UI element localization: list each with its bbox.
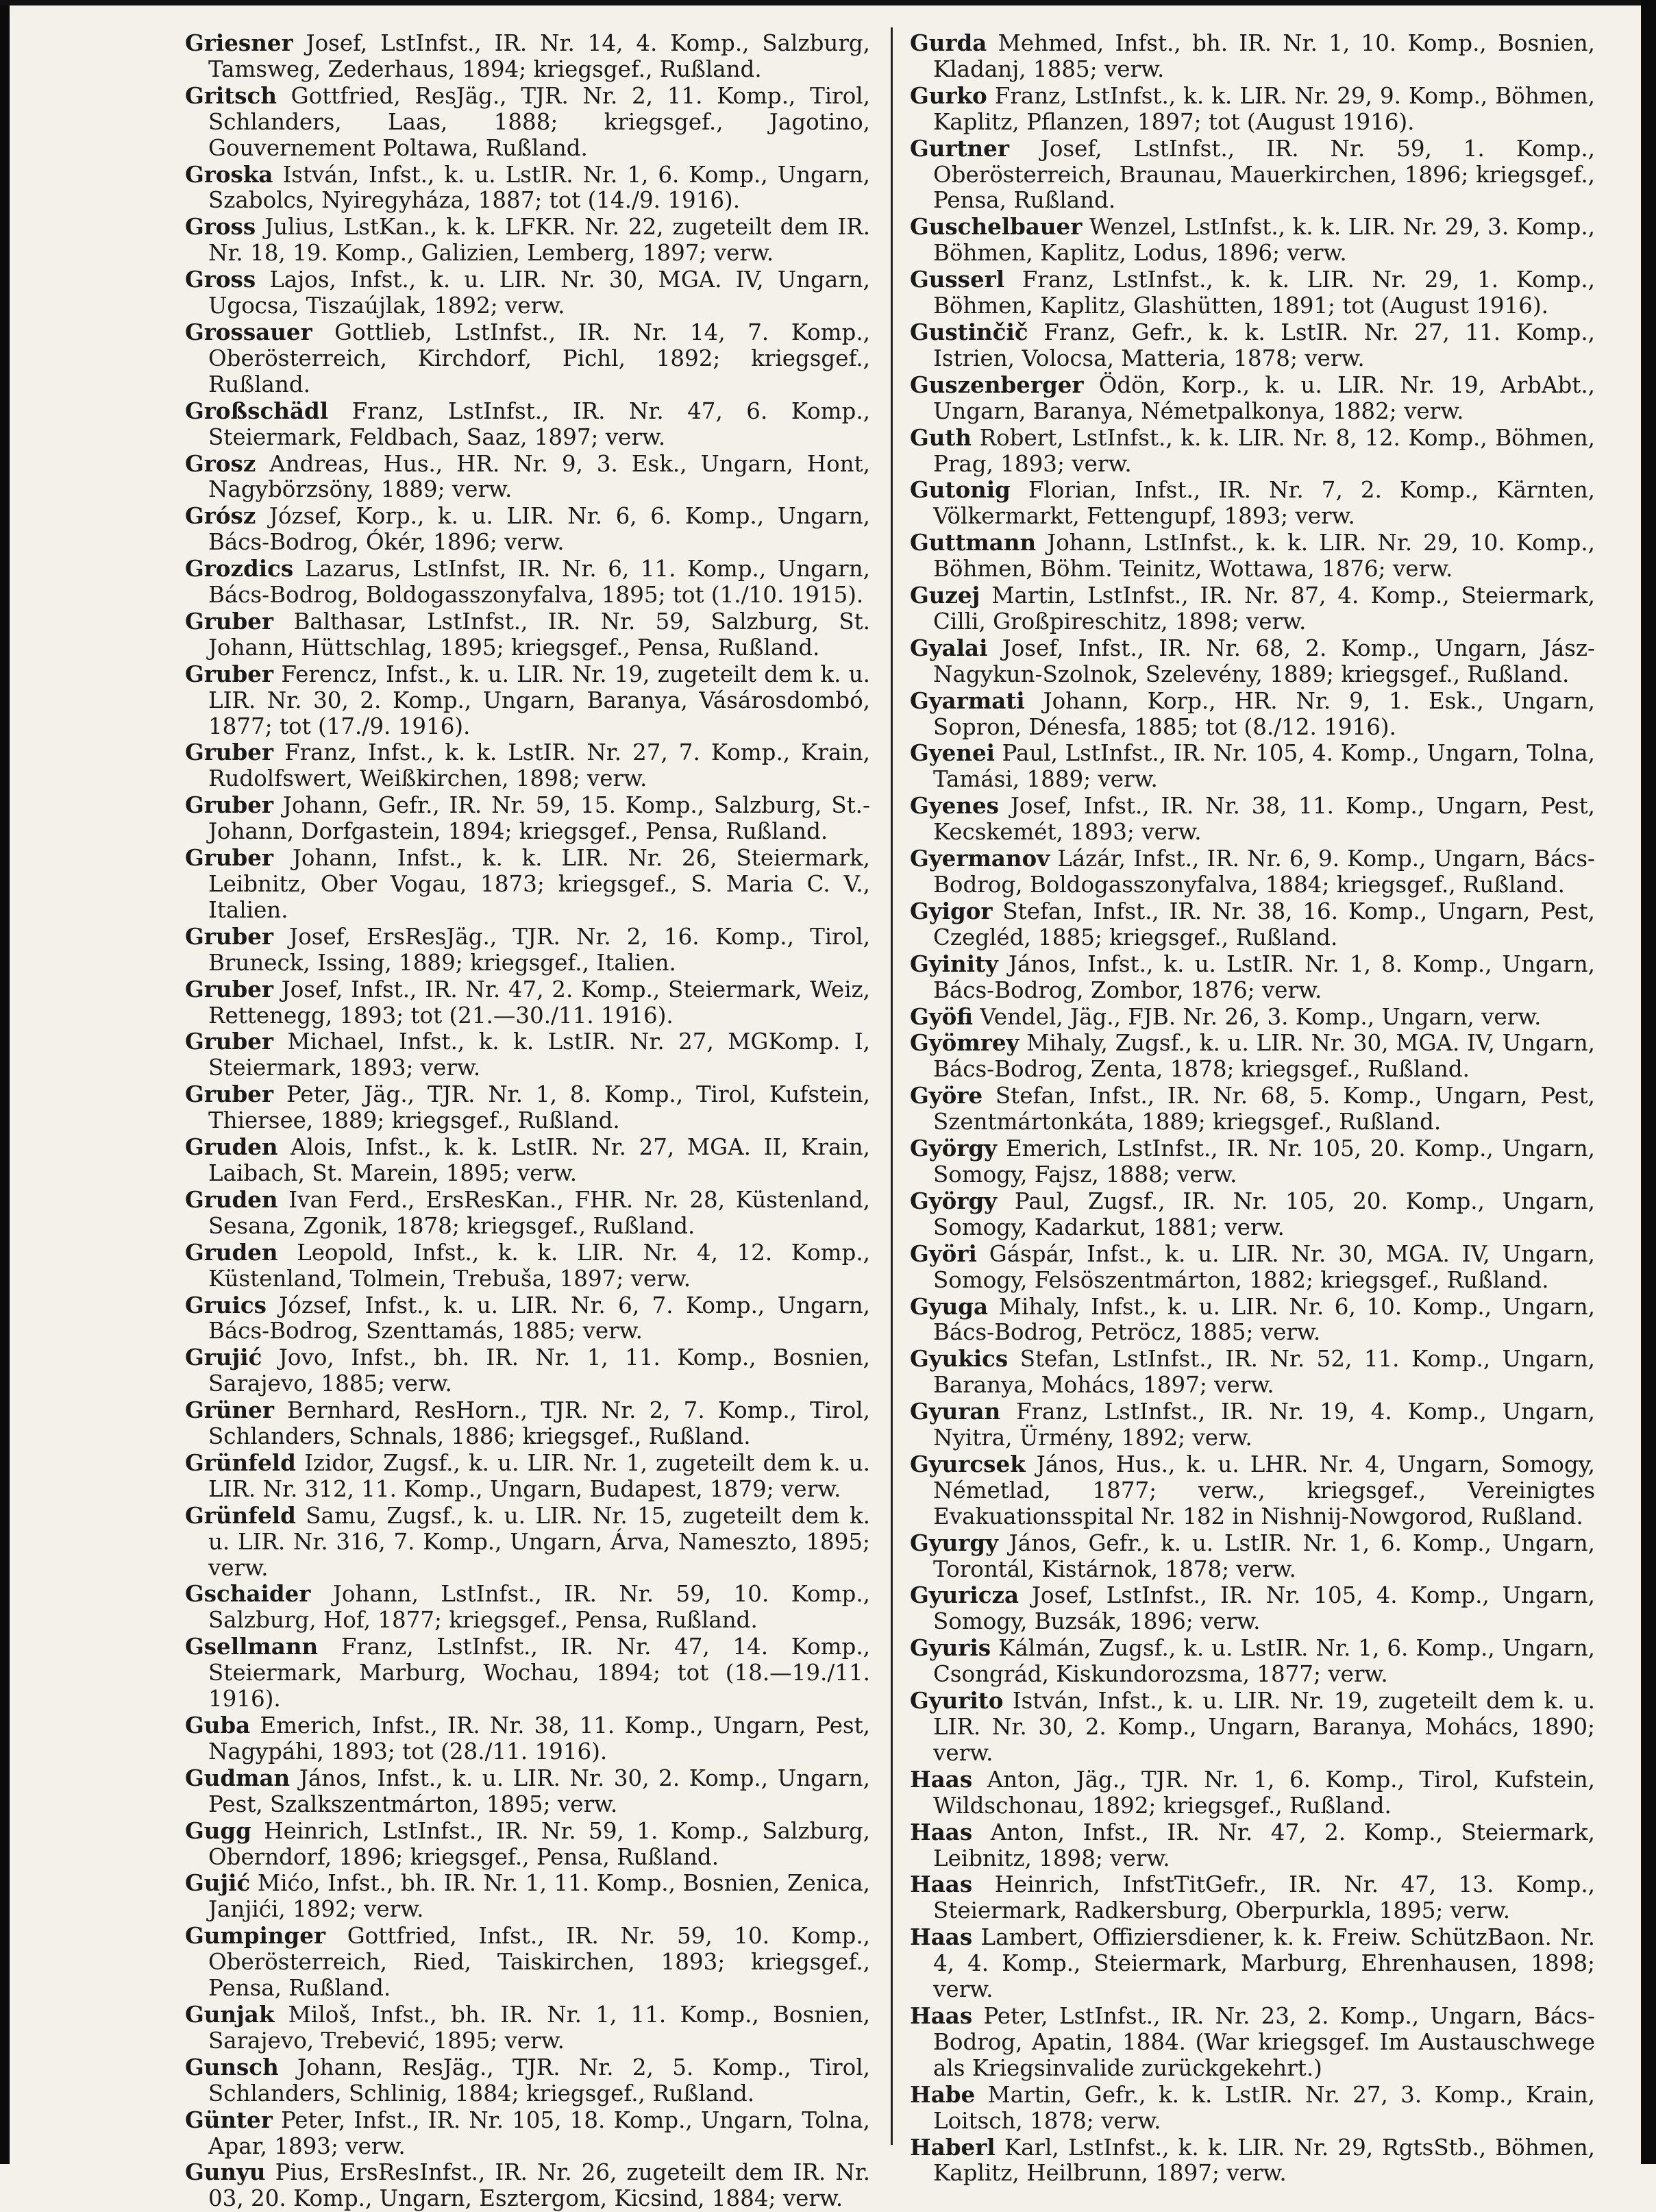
entry-details: Johann, Infst., k. k. LIR. Nr. 26, Steiermark, Leibnitz, Ober Vogau, 1873; kriegsgef., S. Maria C. V., Italien.: [208, 845, 870, 923]
entry-details: Josef, Infst., IR. Nr. 68, 2. Komp., Ungarn, Jász-Nagykun-Szolnok, Szelevény, 1889; kriegsgef., Rußland.: [933, 635, 1595, 687]
entry-surname: Gruber: [185, 975, 274, 1003]
entry-surname: Gujić: [185, 1869, 251, 1897]
entry-surname: Gyöfi: [910, 1003, 973, 1030]
entry-surname: Gyermanov: [910, 845, 1050, 872]
entry-surname: Groska: [185, 160, 273, 188]
entry-details: Josef, LstInfst., IR. Nr. 14, 4. Komp., Salzburg, Tamsweg, Zederhaus, 1894; kriegsgef., Rußland.: [208, 30, 870, 82]
register-entry: [910, 1767, 1595, 1819]
entry-surname: Gyenes: [910, 792, 999, 820]
entry-details: Franz, LstInfst., k. k. LIR. Nr. 29, 9. Komp., Böhmen, Kaplitz, Pflanzen, 1897; tot (August 1916).: [933, 82, 1595, 135]
entry-surname: Guschelbauer: [910, 213, 1083, 241]
entry-details: Martin, LstInfst., IR. Nr. 87, 4. Komp., Steiermark, Cilli, Großpireschitz, 1898; verw.: [933, 582, 1595, 635]
entry-surname: Gunsch: [185, 2053, 279, 2080]
entry-details: Paul, Zugsf., IR. Nr. 105, 20. Komp., Ungarn, Somogy, Kadarkut, 1881; verw.: [933, 1188, 1595, 1240]
entry-surname: Haas: [910, 1765, 973, 1793]
entry-surname: Grozdics: [185, 555, 294, 582]
register-entry: [185, 267, 870, 319]
register-entry: [910, 1346, 1595, 1399]
entry-details: Julius, LstKan., k. k. LFKR. Nr. 22, zugeteilt dem IR. Nr. 18, 19. Komp., Galizien, Lemberg, 1897; verw.: [208, 214, 870, 267]
entry-surname: Gurko: [910, 82, 987, 109]
register-entry: [910, 1083, 1595, 1135]
register-entry: [910, 2082, 1595, 2135]
entry-surname: Grünfeld: [185, 1501, 296, 1529]
entry-surname: Gunyu: [185, 2159, 266, 2186]
entry-details: Alois, Infst., k. k. LstIR. Nr. 27, MGA. II, Krain, Laibach, St. Marein, 1895; verw.: [208, 1134, 870, 1186]
register-entry: [185, 739, 870, 792]
entry-surname: Grüner: [185, 1397, 274, 1424]
register-entry: [185, 976, 870, 1029]
entry-surname: Gruden: [185, 1238, 278, 1266]
entry-surname: Guttmann: [910, 529, 1037, 556]
entry-surname: Gurtner: [910, 134, 1009, 162]
entry-details: Gottfried, ResJäg., TJR. Nr. 2, 11. Komp., Tirol, Schlanders, Laas, 1888; kriegsgef., Jagotino, Gouvernement Poltawa, Rußland.: [208, 82, 870, 161]
entry-surname: Gyuran: [910, 1398, 1001, 1425]
register-entry: [185, 162, 870, 214]
register-entry: [185, 1712, 870, 1765]
entry-details: Franz, LstInfst., IR. Nr. 47, 6. Komp., Steiermark, Feldbach, Saaz, 1897; verw.: [208, 397, 870, 450]
register-entry: [185, 845, 870, 924]
entry-details: Gottlieb, LstInfst., IR. Nr. 14, 7. Komp., Oberösterreich, Kirchdorf, Pichl, 1892; kriegsgef., Rußland.: [208, 319, 870, 397]
entry-surname: Gyenei: [910, 739, 995, 767]
left-column: [185, 30, 870, 2212]
entry-surname: Gyömrey: [910, 1029, 1019, 1057]
entry-details: Mihaly, Zugsf., k. u. LIR. Nr. 30, MGA. IV, Ungarn, Bács-Bodrog, Zenta, 1878; kriegsgef., Rußland.: [933, 1030, 1595, 1083]
entry-surname: Gyuricza: [910, 1582, 1019, 1609]
register-entry: [185, 30, 870, 83]
register-entry: [185, 2107, 870, 2160]
entry-surname: Haas: [910, 1818, 973, 1845]
register-entry: [910, 1241, 1595, 1294]
entry-surname: Gyalai: [910, 634, 988, 661]
register-entry: [910, 1399, 1595, 1451]
entry-details: István, Infst., k. u. LstIR. Nr. 1, 6. Komp., Ungarn, Szabolcs, Nyiregyháza, 1887; tot (14./9. 1916).: [208, 161, 870, 214]
entry-details: József, Korp., k. u. LIR. Nr. 6, 6. Komp., Ungarn, Bács-Bodrog, Ókér, 1896; verw.: [208, 503, 870, 556]
register-entry: [185, 792, 870, 845]
entry-surname: Gyinity: [910, 950, 998, 977]
entry-surname: Gruber: [185, 844, 274, 872]
entry-details: Franz, LstInfst., k. k. LIR. Nr. 29, 1. Komp., Böhmen, Kaplitz, Glashütten, 1891; tot (August 1916).: [933, 267, 1595, 319]
entry-details: Johann, ResJäg., TJR. Nr. 2, 5. Komp., Tirol, Schlanders, Schlinig, 1884; kriegsgef., Rußland.: [208, 2054, 870, 2106]
entry-details: Emerich, LstInfst., IR. Nr. 105, 20. Komp., Ungarn, Somogy, Fajsz, 1888; verw.: [933, 1135, 1595, 1188]
entry-surname: Gyurito: [910, 1687, 1004, 1715]
entry-details: Vendel, Jäg., FJB. Nr. 26, 3. Komp., Ungarn, verw.: [980, 1003, 1542, 1030]
entry-details: Heinrich, InfstTitGefr., IR. Nr. 47, 13. Komp., Steiermark, Radkersburg, Oberpurkla, 1895; verw.: [933, 1871, 1595, 1924]
scan-edge-left: [0, 0, 10, 2164]
entry-details: Gáspár, Infst., k. u. LIR. Nr. 30, MGA. IV, Ungarn, Somogy, Felsöszentmárton, 1882; kriegsgef., Rußland.: [933, 1240, 1595, 1293]
register-entry: [910, 530, 1595, 582]
entry-surname: Gsellmann: [185, 1633, 319, 1660]
register-entry: [185, 2002, 870, 2054]
register-entry: [910, 214, 1595, 267]
register-entry: [910, 688, 1595, 741]
register-entry: [910, 1030, 1595, 1083]
entry-surname: Grossauer: [185, 318, 312, 345]
entry-surname: Haas: [910, 1924, 973, 1951]
register-entry: [185, 451, 870, 504]
entry-details: Mihaly, Infst., k. u. LIR. Nr. 6, 10. Komp., Ungarn, Bács-Bodrog, Petröcz, 1885; verw.: [933, 1293, 1595, 1346]
entry-surname: Guszenberger: [910, 371, 1084, 398]
entry-surname: Gurda: [910, 29, 987, 56]
scan-edge-right: [1641, 0, 1656, 2164]
register-entry: [185, 661, 870, 740]
entry-details: Karl, LstInfst., k. k. LIR. Nr. 29, RgtsStb., Böhmen, Kaplitz, Heilbrunn, 1897; verw.: [933, 2134, 1595, 2187]
register-entry: [185, 1029, 870, 1081]
entry-details: Franz, Infst., k. k. LstIR. Nr. 27, 7. Komp., Krain, Rudolfswert, Weißkirchen, 1898; verw.: [208, 739, 870, 792]
entry-details: Josef, Infst., IR. Nr. 38, 11. Komp., Ungarn, Pest, Kecskemét, 1893; verw.: [933, 793, 1595, 846]
register-entry: [185, 1818, 870, 1871]
entry-details: Paul, LstInfst., IR. Nr. 105, 4. Komp., Ungarn, Tolna, Tamási, 1889; verw.: [933, 740, 1595, 793]
entry-details: Lázár, Infst., IR. Nr. 6, 9. Komp., Ungarn, Bács-Bodrog, Boldogasszonyfalva, 1884; kriegsgef., Rußland.: [933, 846, 1595, 898]
entry-details: Jovo, Infst., bh. IR. Nr. 1, 11. Komp., Bosnien, Sarajevo, 1885; verw.: [208, 1344, 870, 1397]
entry-surname: Gross: [185, 213, 256, 241]
entry-surname: Gross: [185, 266, 256, 293]
register-entry: [185, 1397, 870, 1450]
register-entry: [185, 1134, 870, 1187]
entry-details: Samu, Zugsf., k. u. LIR. Nr. 15, zugeteilt dem k. u. LIR. Nr. 316, 7. Komp., Ungarn, Árva, Nameszto, 1895; verw.: [208, 1502, 870, 1581]
entry-surname: Großschädl: [185, 397, 329, 424]
entry-details: Anton, Jäg., TJR. Nr. 1, 6. Komp., Tirol, Kufstein, Wildschonau, 1892; kriegsgef., Rußland.: [933, 1766, 1595, 1819]
entry-details: Wenzel, LstInfst., k. k. LIR. Nr. 29, 3. Komp., Böhmen, Kaplitz, Lodus, 1896; verw.: [933, 214, 1595, 267]
entry-surname: György: [910, 1187, 998, 1214]
entry-details: Johann, Korp., HR. Nr. 9, 1. Esk., Ungarn, Sopron, Dénesfa, 1885; tot (8./12. 1916).: [933, 687, 1595, 740]
entry-details: János, Gefr., k. u. LstIR. Nr. 1, 6. Komp., Ungarn, Torontál, Kistárnok, 1878; verw.: [933, 1529, 1595, 1582]
entry-details: Lajos, Infst., k. u. LIR. Nr. 30, MGA. IV, Ungarn, Ugocsa, Tiszaújlak, 1892; verw.: [208, 267, 870, 319]
entry-surname: Griesner: [185, 29, 293, 56]
entry-surname: Gyurcsek: [910, 1450, 1026, 1477]
entry-details: István, Infst., k. u. LIR. Nr. 19, zugeteilt dem k. u. LIR. Nr. 30, 2. Komp., Ungarn, Baranya, Mohács, 1890; verw.: [933, 1688, 1595, 1766]
entry-surname: Györe: [910, 1082, 983, 1109]
register-entry: [910, 477, 1595, 530]
entry-surname: Gruber: [185, 739, 274, 766]
entry-details: Peter, Jäg., TJR. Nr. 1, 8. Komp., Tirol, Kufstein, Thiersee, 1889; kriegsgef., Rußland.: [208, 1081, 870, 1134]
entry-details: Johann, Gefr., IR. Nr. 59, 15. Komp., Salzburg, St.-Johann, Dorfgastein, 1894; kriegsgef., Pensa, Rußland.: [208, 792, 870, 845]
register-entry: [185, 83, 870, 162]
entry-surname: Györi: [910, 1240, 977, 1267]
entry-surname: Gyurgy: [910, 1529, 999, 1556]
register-entry: [185, 398, 870, 451]
entry-surname: Gritsch: [185, 82, 277, 109]
register-entry: [910, 319, 1595, 372]
entry-details: Bernhard, ResHorn., TJR. Nr. 2, 7. Komp., Tirol, Schlanders, Schnals, 1886; kriegsgef., Rußland.: [208, 1397, 870, 1450]
register-entry: [910, 793, 1595, 846]
entry-surname: Gyuga: [910, 1292, 989, 1320]
entry-surname: Gruden: [185, 1133, 278, 1161]
entry-details: Josef, LstInfst., IR. Nr. 105, 4. Komp., Ungarn, Somogy, Buzsák, 1896; verw.: [933, 1582, 1595, 1635]
entry-details: Kálmán, Zugsf., k. u. LstIR. Nr. 1, 6. Komp., Ungarn, Csongrád, Kiskundorozsma, 1877; verw.: [933, 1635, 1595, 1688]
register-entry: [185, 1344, 870, 1397]
entry-surname: Gudman: [185, 1764, 291, 1791]
entry-details: Josef, LstInfst., IR. Nr. 59, 1. Komp., Oberösterreich, Braunau, Mauerkirchen, 1896; kriegsgef., Pensa, Rußland.: [933, 135, 1595, 214]
entry-details: Johann, LstInfst., k. k. LIR. Nr. 29, 10. Komp., Böhmen, Böhm. Teinitz, Wottawa, 1876; verw.: [933, 530, 1595, 582]
register-entry: [185, 924, 870, 976]
register-entry: [185, 1240, 870, 1292]
register-entry: [910, 1188, 1595, 1241]
entry-surname: Günter: [185, 2106, 273, 2133]
entry-surname: Gyukics: [910, 1345, 1009, 1373]
register-entry: [910, 267, 1595, 319]
register-entry: [185, 1450, 870, 1503]
entry-surname: György: [910, 1135, 998, 1162]
entry-surname: Gruden: [185, 1185, 278, 1213]
entry-details: Gottfried, Infst., IR. Nr. 59, 10. Komp., Oberösterreich, Ried, Taiskirchen, 1893; kriegsgef., Pensa, Rußland.: [208, 1923, 870, 2002]
register-entry: [910, 846, 1595, 898]
entry-details: Franz, LstInfst., IR. Nr. 47, 14. Komp., Steiermark, Marburg, Wochau, 1894; tot (18.—19./11. 1916).: [208, 1634, 870, 1712]
entry-surname: Gyarmati: [910, 687, 1025, 714]
entry-details: Balthasar, LstInfst., IR. Nr. 59, Salzburg, St. Johann, Hüttschlag, 1895; kriegsgef., Pensa, Rußland.: [208, 608, 870, 661]
entry-surname: Grünfeld: [185, 1449, 296, 1476]
register-entry: [910, 582, 1595, 635]
register-entry: [185, 2159, 870, 2212]
register-entry: [910, 372, 1595, 425]
register-entry: [910, 1294, 1595, 1347]
register-entry: [185, 1870, 870, 1923]
entry-details: Johann, LstInfst., IR. Nr. 59, 10. Komp., Salzburg, Hof, 1877; kriegsgef., Pensa, Rußland.: [208, 1581, 870, 1634]
entry-details: Peter, LstInfst., IR. Nr. 23, 2. Komp., Ungarn, Bács-Bodrog, Apatin, 1884. (War kriegsgef. Im Austauschwege als Kriegsinvalide zurückgekehrt.): [933, 2002, 1595, 2081]
entry-details: József, Infst., k. u. LIR. Nr. 6, 7. Komp., Ungarn, Bács-Bodrog, Szenttamás, 1885; verw.: [208, 1292, 870, 1344]
entry-details: Miloš, Infst., bh. IR. Nr. 1, 11. Komp., Bosnien, Sarajevo, Trebević, 1895; verw.: [208, 2001, 870, 2054]
entry-details: János, Infst., k. u. LstIR. Nr. 1, 8. Komp., Ungarn, Bács-Bodrog, Zombor, 1876; verw.: [933, 950, 1595, 1003]
entry-surname: Gutonig: [910, 476, 1011, 504]
register-entry: [910, 1004, 1595, 1031]
entry-surname: Gruber: [185, 922, 274, 950]
register-entry: [910, 425, 1595, 478]
entry-surname: Gunjak: [185, 2000, 275, 2028]
entry-details: Martin, Gefr., k. k. LstIR. Nr. 27, 3. Komp., Krain, Loitsch, 1878; verw.: [933, 2081, 1595, 2134]
entry-details: János, Infst., k. u. LIR. Nr. 30, 2. Komp., Ungarn, Pest, Szalkszentmárton, 1895; verw.: [208, 1765, 870, 1817]
register-entry: [185, 1765, 870, 1818]
register-entry: [910, 635, 1595, 688]
register-entry: [185, 2054, 870, 2107]
register-entry: [910, 898, 1595, 951]
register-entry: [910, 1688, 1595, 1767]
register-entry: [910, 1819, 1595, 1872]
register-entry: [185, 1581, 870, 1634]
register-entry: [185, 609, 870, 661]
register-entry: [185, 214, 870, 267]
entry-details: Robert, LstInfst., k. k. LIR. Nr. 8, 12. Komp., Böhmen, Prag, 1893; verw.: [933, 424, 1595, 477]
register-entry: [910, 30, 1595, 83]
register-entry: [185, 1923, 870, 2002]
entry-details: Josef, Infst., IR. Nr. 47, 2. Komp., Steiermark, Weiz, Rettenegg, 1893; tot (21.—30./11. 1916).: [208, 976, 870, 1029]
entry-surname: Guba: [185, 1712, 251, 1738]
entry-surname: Grujić: [185, 1344, 262, 1371]
right-column: [910, 30, 1595, 2187]
entry-surname: Haberl: [910, 2133, 996, 2161]
entry-details: Franz, LstInfst., IR. Nr. 19, 4. Komp., Ungarn, Nyitra, Ürmény, 1892; verw.: [933, 1399, 1595, 1451]
entry-details: Florian, Infst., IR. Nr. 7, 2. Komp., Kärnten, Völkermarkt, Fettengupf, 1893; verw.: [933, 477, 1595, 530]
entry-surname: Gumpinger: [185, 1922, 325, 1950]
scan-edge-top: [0, 0, 1656, 5]
register-entry: [910, 951, 1595, 1004]
entry-details: Leopold, Infst., k. k. LIR. Nr. 4, 12. Komp., Küstenland, Tolmein, Trebuša, 1897; verw.: [208, 1239, 870, 1292]
entry-surname: Guzej: [910, 582, 980, 609]
entry-surname: Haas: [910, 1871, 973, 1898]
entry-details: Ferencz, Infst., k. u. LIR. Nr. 19, zugeteilt dem k. u. LIR. Nr. 30, 2. Komp., Ungarn, Baranya, Vásárosdombó, 1877; tot (17./9. 1916).: [208, 661, 870, 739]
register-entry: [185, 1292, 870, 1345]
entry-surname: Gruber: [185, 1028, 274, 1055]
register-entry: [185, 556, 870, 609]
entry-surname: Grosz: [185, 450, 256, 477]
entry-details: Ödön, Korp., k. u. LIR. Nr. 19, ArbAbt., Ungarn, Baranya, Németpalkonya, 1882; verw.: [933, 371, 1595, 424]
register-entry: [910, 1530, 1595, 1583]
register-entry: [910, 83, 1595, 136]
entry-surname: Gyigor: [910, 897, 993, 924]
register-entry: [910, 740, 1595, 793]
register-entry: [910, 1871, 1595, 1924]
entry-surname: Gruber: [185, 607, 274, 635]
register-entry: [910, 1135, 1595, 1188]
register-entry: [185, 1081, 870, 1134]
register-entry: [185, 319, 870, 398]
entry-surname: Grósz: [185, 502, 256, 530]
register-entry: [910, 1635, 1595, 1688]
entry-details: Izidor, Zugsf., k. u. LIR. Nr. 1, zugeteilt dem k. u. LIR. Nr. 312, 11. Komp., Ungarn, Budapest, 1879; verw.: [208, 1449, 870, 1502]
entry-details: Michael, Infst., k. k. LstIR. Nr. 27, MGKomp. I, Steiermark, 1893; verw.: [208, 1029, 870, 1081]
entry-details: Lazarus, LstInfst, IR. Nr. 6, 11. Komp., Ungarn, Bács-Bodrog, Boldogasszonyfalva, 1895; tot (1./10. 1915).: [208, 556, 870, 609]
register-entry: [910, 1451, 1595, 1530]
register-entry: [910, 136, 1595, 214]
column-rule: [891, 27, 893, 2145]
entry-surname: Gruber: [185, 660, 274, 687]
register-entry: [185, 1187, 870, 1240]
entry-surname: Gustinčič: [910, 318, 1028, 345]
entry-details: Anton, Infst., IR. Nr. 47, 2. Komp., Steiermark, Leibnitz, 1898; verw.: [933, 1819, 1595, 1871]
entry-surname: Haas: [910, 2002, 973, 2029]
register-entry: [910, 2135, 1595, 2187]
entry-surname: Gusserl: [910, 266, 1005, 293]
entry-surname: Habe: [910, 2080, 976, 2108]
entry-details: Josef, ErsResJäg., TJR. Nr. 2, 16. Komp., Tirol, Bruneck, Issing, 1889; kriegsgef., Italien.: [208, 923, 870, 976]
entry-details: Mićo, Infst., bh. IR. Nr. 1, 11. Komp., Bosnien, Zenica, Janjići, 1892; verw.: [208, 1870, 870, 1923]
entry-details: Stefan, Infst., IR. Nr. 68, 5. Komp., Ungarn, Pest, Szentmártonkáta, 1889; kriegsgef., Rußland.: [933, 1083, 1595, 1135]
entry-surname: Gruics: [185, 1291, 267, 1318]
register-entry: [185, 1634, 870, 1712]
entry-surname: Guth: [910, 423, 972, 451]
entry-details: Stefan, Infst., IR. Nr. 38, 16. Komp., Ungarn, Pest, Czegléd, 1885; kriegsgef., Rußland.: [933, 898, 1595, 950]
register-entry: [185, 503, 870, 556]
entry-details: Ivan Ferd., ErsResKan., FHR. Nr. 28, Küstenland, Sesana, Zgonik, 1878; kriegsgef., Rußland.: [208, 1186, 870, 1239]
entry-details: János, Hus., k. u. LHR. Nr. 4, Ungarn, Somogy, Németlad, 1877; verw., kriegsgef., Vereinigtes Evakuationsspital Nr. 182 in Nishnij-Nowgorod, Rußland.: [933, 1451, 1595, 1529]
entry-details: Mehmed, Infst., bh. IR. Nr. 1, 10. Komp., Bosnien, Kladanj, 1885; verw.: [933, 30, 1595, 82]
entry-surname: Gruber: [185, 791, 274, 819]
entry-details: Lambert, Offiziersdiener, k. k. Freiw. SchützBaon. Nr. 4, 4. Komp., Steiermark, Marburg, Ehrenhausen, 1898; verw.: [933, 1924, 1595, 2003]
entry-surname: Gruber: [185, 1081, 274, 1108]
entry-surname: Gugg: [185, 1817, 251, 1844]
entry-details: Pius, ErsResInfst., IR. Nr. 26, zugeteilt dem IR. Nr. 03, 20. Komp., Ungarn, Esztergom, Kicsind, 1884; verw.: [208, 2159, 870, 2212]
register-entry: [910, 1924, 1595, 2003]
register-entry: [185, 1503, 870, 1582]
entry-details: Peter, Infst., IR. Nr. 105, 18. Komp., Ungarn, Tolna, Apar, 1893; verw.: [208, 2106, 870, 2159]
entry-details: Heinrich, LstInfst., IR. Nr. 59, 1. Komp., Salzburg, Oberndorf, 1896; kriegsgef., Pensa, Rußland.: [208, 1817, 870, 1870]
entry-surname: Gyuris: [910, 1634, 991, 1662]
register-entry: [910, 2003, 1595, 2082]
entry-surname: Gschaider: [185, 1580, 311, 1608]
register-entry: [910, 1582, 1595, 1635]
entry-details: Emerich, Infst., IR. Nr. 38, 11. Komp., Ungarn, Pest, Nagypáhi, 1893; tot (28./11. 1916).: [208, 1712, 870, 1765]
entry-details: Franz, Gefr., k. k. LstIR. Nr. 27, 11. Komp., Istrien, Volocsa, Matteria, 1878; verw.: [933, 319, 1595, 371]
entry-details: Andreas, Hus., HR. Nr. 9, 3. Esk., Ungarn, Hont, Nagybörzsöny, 1889; verw.: [208, 450, 870, 503]
entry-details: Stefan, LstInfst., IR. Nr. 52, 11. Komp., Ungarn, Baranya, Mohács, 1897; verw.: [933, 1346, 1595, 1399]
